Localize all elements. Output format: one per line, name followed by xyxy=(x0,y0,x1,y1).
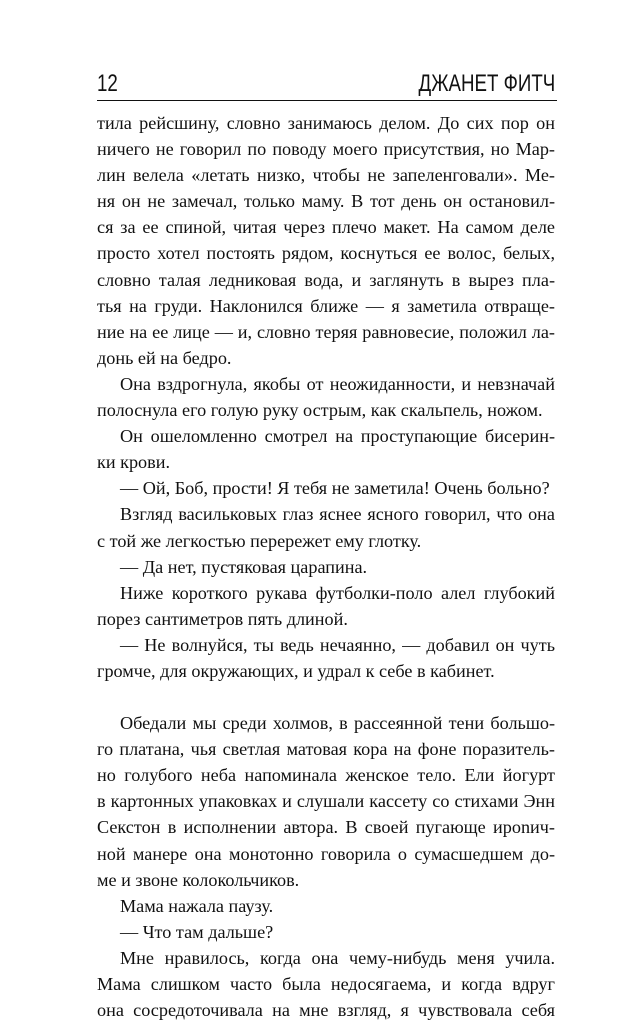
text-line: Обедали мы среди холмов, в рассеянной тени большо- xyxy=(120,713,555,734)
text-line: Мама слишком часто была недосягаема, и когда вдруг xyxy=(97,974,555,994)
text-line: ня он не замечал, только маму. В тот день он остановил- xyxy=(97,191,555,212)
text-line: словно талая ледниковая вода, и заглянуть в вырез пла- xyxy=(97,269,555,290)
body-text xyxy=(97,110,555,1023)
text-line: — Да нет, пустяковая царапина. xyxy=(120,556,368,577)
text-line: ме и звоне колокольчиков. xyxy=(97,869,300,890)
text-line: ничего не говорил по поводу моего присутствия, но Мар- xyxy=(97,139,555,160)
text-line: Мама нажала паузу. xyxy=(120,895,274,916)
header-rule xyxy=(97,100,557,101)
text-line: ной манере она монотонно говорила о сумасшедшем до- xyxy=(97,843,555,864)
text-line: в картонных упаковках и слушали кассету со стихами Энн xyxy=(97,791,555,812)
text-line: Взгляд васильковых глаз яснее ясного говорил, что она xyxy=(120,504,555,525)
text-line: тила рейсшину, словно занимаюсь делом. До сих пор он xyxy=(97,113,555,133)
text-line: го платана, чья светлая матовая кора на фоне поразитель- xyxy=(97,739,555,760)
section-break xyxy=(97,684,555,710)
page-header xyxy=(97,60,555,100)
text-line: но голубого неба напоминала женское тело. Ели йогурт xyxy=(97,765,555,786)
text-line: полоснула его голую руку острым, как скальпель, ножом. xyxy=(97,400,543,421)
text-line: донь ей на бедро. xyxy=(97,347,232,368)
text-line: — Что там дальше? xyxy=(120,921,274,942)
text-line: ки крови. xyxy=(97,452,171,473)
text-line: громче, для окружающих, и удрал к себе в кабинет. xyxy=(97,660,495,681)
text-line: ся за ее спиной, читая через плечо макет. На самом деле xyxy=(97,217,555,238)
text-line: лин велела «летать низко, чтобы не запеленговали». Ме- xyxy=(97,165,555,186)
text-line: с той же легкостью перережет ему глотку. xyxy=(97,530,422,551)
text-line: Она вздрогнула, якобы от неожиданности, и невзначай xyxy=(120,373,555,394)
running-head-author: ДЖАНЕТ ФИТЧ xyxy=(418,70,555,97)
text-line: ние на ее лице — и, словно теряя равновесие, положил ла- xyxy=(97,321,555,342)
text-line: Ниже короткого рукава футболки-поло алел глубокий xyxy=(120,582,555,603)
text-line: тья на груди. Наклонился ближе — я заметила отвраще- xyxy=(97,295,555,316)
text-line: Мне нравилось, когда она чему-нибудь меня учила. xyxy=(120,947,555,968)
page-number: 12 xyxy=(97,70,118,97)
text-line: — Не волнуйся, ты ведь нечаянно, — добавил он чуть xyxy=(120,634,555,655)
text-line: Секстон в исполнении автора. В своей пугающе ирonич- xyxy=(97,817,555,838)
text-line: порез сантиметров пять длиной. xyxy=(97,608,348,629)
text-line: Он ошеломленно смотрел на проступающие бисерин- xyxy=(120,426,555,447)
text-line: она сосредоточивала на мне взгляд, я чувствовала себя xyxy=(97,1000,555,1021)
text-line: просто хотел постоять рядом, коснуться ее волос, белых, xyxy=(97,243,555,264)
text-line: — Ой, Боб, прости! Я тебя не заметила! Очень больно? xyxy=(120,478,550,499)
